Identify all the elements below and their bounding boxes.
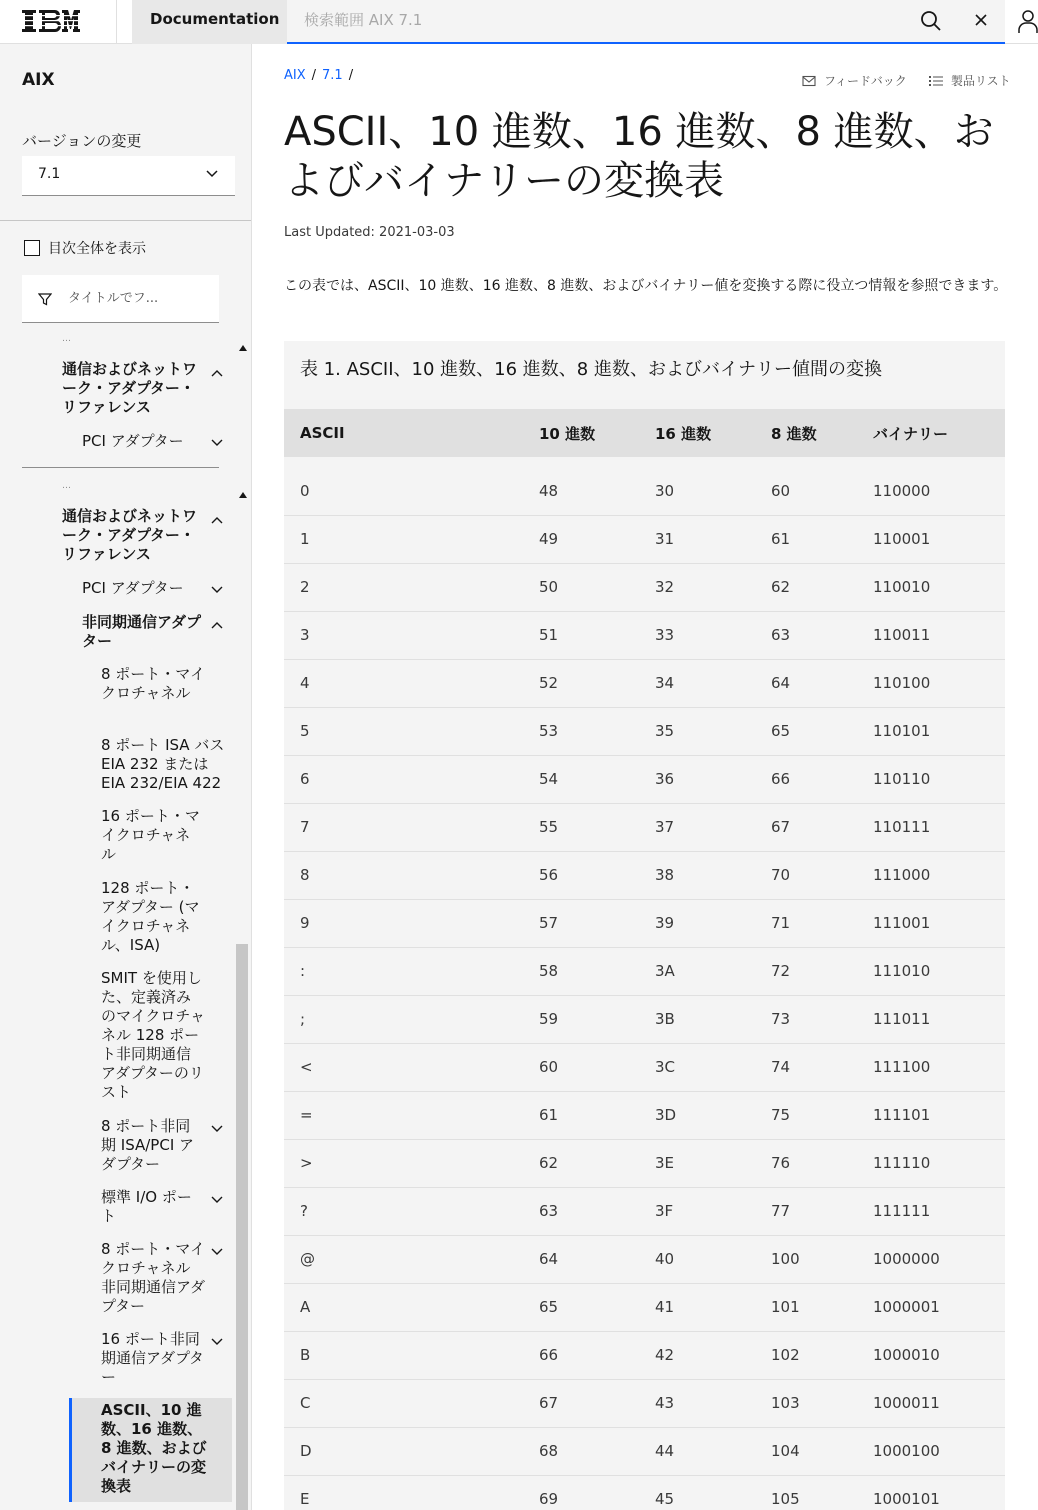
table-cell: > — [300, 1154, 313, 1172]
table-cell: 60 — [771, 481, 791, 500]
table-cell: 59 — [539, 1010, 559, 1028]
table-cell: 110001 — [873, 530, 931, 548]
toc-faded-text: … — [62, 334, 71, 344]
breadcrumb — [284, 68, 353, 83]
table-cell: ; — [300, 1010, 306, 1028]
table-cell: 2 — [300, 578, 310, 596]
table-cell: 73 — [771, 1010, 791, 1028]
toc-item[interactable]: 8 ポート・マイクロチャネル非同期通信アダプター — [101, 1240, 206, 1315]
table-cell: 111011 — [873, 1010, 931, 1028]
main-content — [253, 44, 1038, 1510]
table-cell: = — [300, 1106, 313, 1124]
toc-item-async[interactable]: 非同期通信アダプター — [82, 613, 201, 650]
table-header-row — [284, 409, 1005, 457]
table-cell: 110010 — [873, 578, 931, 596]
table-row — [284, 947, 1005, 995]
table-cell: 49 — [539, 530, 559, 548]
toc-item[interactable]: 8 ポート ISA バス EIA 232 または EIA 232/EIA 422 — [101, 736, 225, 792]
show-full-toc-toggle[interactable] — [24, 238, 146, 258]
breadcrumb-separator: / — [348, 68, 354, 83]
table-cell: 110101 — [873, 722, 931, 740]
table-cell: 63 — [539, 1202, 559, 1220]
table-cell: 48 — [539, 481, 559, 500]
checkbox-icon[interactable] — [24, 240, 40, 256]
table-cell: 101 — [771, 1298, 800, 1316]
table-row — [284, 1187, 1005, 1235]
table-cell: 52 — [539, 674, 559, 692]
scroll-up-icon[interactable] — [238, 491, 248, 499]
table-cell: 56 — [539, 866, 559, 884]
chevron-down-icon[interactable] — [211, 586, 223, 594]
table-cell: 111110 — [873, 1154, 931, 1172]
table-cell: A — [300, 1298, 311, 1316]
toc-item-active[interactable] — [69, 1398, 232, 1502]
table-cell: 104 — [771, 1442, 800, 1460]
table-row — [284, 611, 1005, 659]
table-cell: 77 — [771, 1202, 791, 1220]
list-icon — [929, 75, 943, 87]
column-header: 8 進数 — [771, 424, 817, 443]
chevron-down-icon[interactable] — [211, 1125, 223, 1133]
table-cell: 41 — [655, 1298, 675, 1316]
table-cell: 43 — [655, 1394, 675, 1412]
table-cell: 111000 — [873, 866, 931, 884]
table-row — [284, 851, 1005, 899]
breadcrumb-version[interactable]: 7.1 — [322, 68, 343, 83]
table-row — [284, 1427, 1005, 1475]
ibm-logo[interactable] — [22, 8, 84, 34]
table-cell: 1 — [300, 530, 310, 548]
table-cell: 61 — [771, 530, 791, 548]
table-cell: 38 — [655, 866, 675, 884]
table-cell: 36 — [655, 770, 675, 788]
breadcrumb-separator: / — [311, 68, 317, 83]
table-cell: 37 — [655, 818, 675, 836]
column-header: ASCII — [300, 424, 345, 442]
table-cell: @ — [300, 1250, 315, 1268]
table-cell: 111100 — [873, 1058, 931, 1076]
toc-item-pci[interactable]: PCI アダプター — [82, 579, 184, 597]
table-row — [284, 659, 1005, 707]
table-cell: 65 — [771, 722, 791, 740]
table-cell: 4 — [300, 674, 310, 692]
chevron-down-icon[interactable] — [211, 439, 223, 447]
toc-sticky-group[interactable]: 通信およびネットワーク・アダプター・リファレンス — [62, 360, 198, 416]
table-cell: 5 — [300, 722, 310, 740]
table-row — [284, 755, 1005, 803]
breadcrumb-aix[interactable]: AIX — [284, 68, 306, 83]
table-cell: 35 — [655, 722, 675, 740]
table-cell: 102 — [771, 1346, 800, 1364]
chevron-down-icon[interactable] — [211, 1248, 223, 1256]
table-cell: < — [300, 1058, 313, 1076]
product-list-label: 製品リスト — [950, 74, 1011, 88]
table-cell: 111111 — [873, 1202, 931, 1220]
table-cell: 70 — [771, 866, 791, 884]
chevron-up-icon[interactable] — [211, 621, 223, 629]
scroll-up-icon[interactable] — [238, 344, 248, 352]
table-row — [284, 899, 1005, 947]
table-cell: 63 — [771, 626, 791, 644]
table-cell: 72 — [771, 962, 791, 980]
toc-item-active-label: ASCII、10 進数、16 進数、8 進数、およびバイナリーの変換表 — [101, 1401, 207, 1495]
table-row — [284, 515, 1005, 563]
toc-item[interactable]: 16 ポート・マイクロチャネル — [101, 807, 200, 863]
search-bar — [287, 0, 1005, 44]
table-caption: 表 1. ASCII、10 進数、16 進数、8 進数、およびバイナリー値間の変換 — [284, 341, 1005, 409]
table-row — [284, 467, 1005, 515]
table-cell: 8 — [300, 866, 310, 884]
table-cell: 32 — [655, 578, 675, 596]
user-icon[interactable] — [1016, 8, 1038, 34]
toc-item[interactable]: 8 ポート非同期 ISA/PCI アダプター — [101, 1117, 195, 1173]
table-cell: C — [300, 1394, 311, 1412]
page-actions — [802, 72, 1011, 89]
table-cell: 55 — [539, 818, 559, 836]
feedback-label: フィードバック — [824, 74, 907, 88]
table-cell: 103 — [771, 1394, 800, 1412]
table-cell: 67 — [539, 1394, 559, 1412]
table-cell: 42 — [655, 1346, 675, 1364]
show-full-toc-label: 目次全体を表示 — [48, 241, 146, 257]
product-name: AIX — [22, 70, 55, 90]
table-spacer — [284, 457, 1005, 467]
table-cell: 66 — [771, 770, 791, 788]
table-cell: 3F — [655, 1202, 674, 1220]
intro-paragraph: この表では、ASCII、10 進数、16 進数、8 進数、およびバイナリー値を変換する際に役立つ情報を参照できます。 — [284, 278, 1008, 294]
table-row — [284, 1283, 1005, 1331]
table-row — [284, 1043, 1005, 1091]
table-cell: 9 — [300, 914, 310, 932]
table-cell: 3B — [655, 1010, 675, 1028]
toc-item[interactable]: 標準 I/O ポート — [101, 1188, 192, 1225]
table-cell: 64 — [771, 674, 791, 692]
sidebar-scrollbar[interactable] — [236, 944, 248, 1510]
table-cell: 33 — [655, 626, 675, 644]
filter-icon — [38, 292, 52, 306]
column-header: 16 進数 — [655, 424, 712, 443]
table-row — [284, 995, 1005, 1043]
table-cell: 66 — [539, 1346, 559, 1364]
sidebar-divider — [0, 220, 252, 221]
chevron-down-icon[interactable] — [211, 1338, 223, 1346]
chevron-down-icon — [205, 169, 219, 179]
table-cell: 30 — [655, 481, 675, 500]
table-cell: 3 — [300, 626, 310, 644]
header-divider — [116, 0, 117, 44]
toc-item[interactable]: 128 ポート・アダプター (マイクロチャネル、ISA) — [101, 879, 200, 954]
table-cell: 62 — [539, 1154, 559, 1172]
table-cell: 76 — [771, 1154, 791, 1172]
table-cell: 100 — [771, 1250, 800, 1268]
table-cell: 67 — [771, 818, 791, 836]
table-cell: 110011 — [873, 626, 931, 644]
table-row — [284, 1331, 1005, 1379]
table-cell: 3C — [655, 1058, 676, 1076]
table-cell: 1000101 — [873, 1490, 940, 1508]
table-cell: 31 — [655, 530, 675, 548]
table-cell: 74 — [771, 1058, 791, 1076]
table-row — [284, 1091, 1005, 1139]
toc-group[interactable]: 通信およびネットワーク・アダプター・リファレンス — [62, 507, 198, 563]
toc-sticky-child[interactable]: PCI アダプター — [82, 432, 184, 450]
table-cell: 69 — [539, 1490, 559, 1508]
table-cell: : — [300, 962, 306, 980]
table-cell: 6 — [300, 770, 310, 788]
table-cell: 110100 — [873, 674, 931, 692]
chevron-up-icon[interactable] — [211, 516, 223, 524]
table-cell: 1000000 — [873, 1250, 940, 1268]
table-cell: 64 — [539, 1250, 559, 1268]
version-select[interactable] — [22, 156, 235, 196]
table-cell: 3E — [655, 1154, 675, 1172]
table-cell: 53 — [539, 722, 559, 740]
table-row — [284, 1379, 1005, 1427]
table-cell: 111001 — [873, 914, 931, 932]
filter-input[interactable] — [68, 275, 208, 321]
table-cell: 111010 — [873, 962, 931, 980]
toc-divider — [22, 467, 219, 468]
table-cell: 62 — [771, 578, 791, 596]
version-value: 7.1 — [38, 166, 61, 182]
table-cell: 54 — [539, 770, 559, 788]
table-cell: 51 — [539, 626, 559, 644]
table-row — [284, 707, 1005, 755]
left-navigation — [0, 44, 252, 1510]
table-cell: 44 — [655, 1442, 675, 1460]
table-cell: ? — [300, 1202, 308, 1220]
table-cell: 110000 — [873, 481, 931, 500]
table-cell: 110110 — [873, 770, 931, 788]
table-cell: 68 — [539, 1442, 559, 1460]
top-header — [0, 0, 1038, 44]
toc-faded-text: … — [62, 481, 71, 491]
table-cell: B — [300, 1346, 311, 1364]
table-cell: 111101 — [873, 1106, 931, 1124]
product-list-button[interactable] — [929, 72, 1011, 89]
table-cell: 1000011 — [873, 1394, 940, 1412]
chevron-down-icon[interactable] — [211, 1196, 223, 1204]
documentation-tab[interactable]: Documentation — [132, 0, 287, 44]
feedback-button[interactable] — [802, 72, 907, 89]
table-cell: 34 — [655, 674, 675, 692]
title-filter — [22, 275, 219, 323]
table-cell: 50 — [539, 578, 559, 596]
table-row — [284, 803, 1005, 851]
table-cell: 1000001 — [873, 1298, 940, 1316]
table-cell: 110111 — [873, 818, 931, 836]
column-header: バイナリー — [873, 424, 949, 443]
toc-item[interactable]: SMIT を使用した、定義済みのマイクロチャネル 128 ポート非同期通信アダプターのリスト — [101, 969, 205, 1101]
table-cell: 3D — [655, 1106, 677, 1124]
table-cell: 7 — [300, 818, 310, 836]
toc-item[interactable]: 16 ポート非同期通信アダプター — [101, 1330, 204, 1386]
version-label: バージョンの変更 — [22, 132, 142, 150]
table-cell: 71 — [771, 914, 791, 932]
search-input[interactable] — [287, 0, 907, 40]
table-cell: 1000100 — [873, 1442, 940, 1460]
table-cell: 58 — [539, 962, 559, 980]
last-updated: Last Updated: 2021-03-03 — [284, 225, 455, 240]
page-title: ASCII、10 進数、16 進数、8 進数、およびバイナリーの変換表 — [284, 109, 994, 204]
mail-icon — [802, 75, 816, 87]
table-cell: 45 — [655, 1490, 675, 1508]
table-cell: 1000010 — [873, 1346, 940, 1364]
toc-item[interactable]: 8 ポート・マイクロチャネル — [101, 665, 206, 702]
table-cell: 65 — [539, 1298, 559, 1316]
table-row — [284, 1235, 1005, 1283]
table-cell: 57 — [539, 914, 559, 932]
table-cell: 40 — [655, 1250, 675, 1268]
table-row — [284, 1139, 1005, 1187]
chevron-up-icon[interactable] — [211, 369, 223, 377]
table-row — [284, 563, 1005, 611]
column-header: 10 進数 — [539, 424, 596, 443]
table-cell: 105 — [771, 1490, 800, 1508]
table-cell: 61 — [539, 1106, 559, 1124]
table-cell: 0 — [300, 481, 310, 500]
close-icon[interactable] — [971, 10, 991, 30]
table-cell: 39 — [655, 914, 675, 932]
table-cell: D — [300, 1442, 312, 1460]
conversion-table — [284, 341, 1005, 1510]
table-cell: 3A — [655, 962, 675, 980]
table-cell: 75 — [771, 1106, 791, 1124]
table-row — [284, 1475, 1005, 1510]
search-icon[interactable] — [919, 9, 943, 33]
table-cell: 60 — [539, 1058, 559, 1076]
table-cell: E — [300, 1490, 310, 1508]
